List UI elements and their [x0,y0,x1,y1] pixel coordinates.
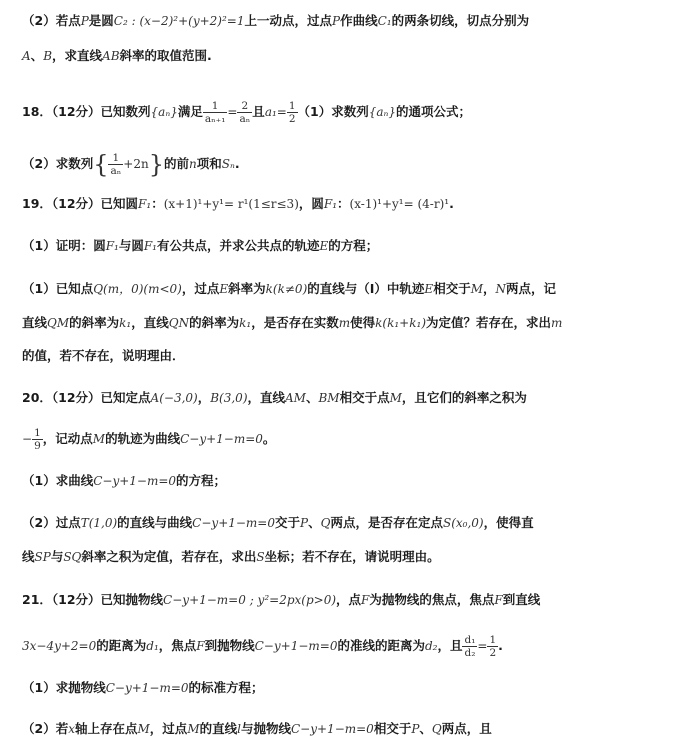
text-run: （1）求数列 [297,104,369,119]
text-line [22,196,454,212]
text-line [22,680,264,696]
text-run: 斜率之积为定值，若存在，求出 [81,549,257,564]
text-line [22,13,529,29]
math-expression: F₁ [105,239,119,253]
text-run: 的斜率为 [189,315,240,330]
math-expression: M [137,722,150,736]
math-expression: m [338,316,351,330]
math-expression: (x+1)¹+y¹= r¹(1≤r≤3) [163,197,299,211]
math-expression: S(x₀,0) [442,516,484,530]
math-expression: F [361,593,370,607]
text-run: 有公共点，并求公共点的轨迹 [157,238,320,253]
fraction-denominator: aₙ₊₁ [204,113,226,125]
text-line [22,152,240,177]
text-run: （2）若 [22,721,69,736]
fraction-numerator: 2 [237,100,252,113]
fraction-numerator: 1 [108,152,123,165]
text-run: （1）求曲线 [22,473,94,488]
text-run: ： [337,196,350,211]
math-expression: {aₙ} [150,105,178,119]
text-run: 与圆 [118,238,144,253]
math-expression: d₁ [146,639,159,653]
text-run: ，记动点 [42,431,93,446]
fraction-denominator: d₂ [464,647,476,659]
text-run: 的前 [164,156,190,171]
text-line [22,473,226,489]
fraction [487,634,498,659]
text-run: ，是否存在实数 [251,315,339,330]
text-run: ，直线 [131,315,169,330]
math-expression: F₁ [138,197,152,211]
text-run: . [498,638,503,653]
math-expression: +2n [123,157,149,171]
text-run: 作曲线 [340,13,378,28]
text-run: 、 [305,390,319,405]
text-run: 的直线与曲线 [117,515,193,530]
text-line [22,427,275,452]
text-run: 的斜率为 [69,315,120,330]
text-run: 直线 [22,315,48,330]
fraction-numerator: 1 [203,100,228,113]
text-line [22,634,503,659]
text-line [22,238,378,254]
text-run: 的两条切线，切点分别为 [391,13,530,28]
math-expression: S [256,550,265,564]
text-run: 的准线的距离为 [337,638,425,653]
text-line [22,592,540,608]
text-run: 、 [308,515,321,530]
fraction [32,427,43,452]
text-run: ： [151,196,164,211]
text-run: ， [483,281,496,296]
text-run: ，且它们的斜率之积为 [401,390,527,405]
text-run: 使得 [350,315,376,330]
math-expression: l [237,722,241,736]
text-run: 线 [22,549,35,564]
math-expression: F [494,593,503,607]
text-run: 交于 [275,515,301,530]
text-run: 。 [262,431,276,446]
fraction [203,100,228,125]
math-expression: P [300,516,309,530]
text-run: ，焦点 [158,638,197,653]
text-line [22,48,212,64]
text-run: 到直线 [502,592,541,607]
text-run: 两点，记 [506,281,557,296]
text-run: 21．（12分）已知抛物线 [22,592,164,607]
text-run: 斜率为 [228,281,266,296]
math-expression: F [196,639,205,653]
math-expression: x [68,722,75,736]
math-expression: Q [320,516,331,530]
math-expression: m [551,316,563,330]
math-expression: C−y+1−m=0 ; y²=2px(p>0) [163,593,337,607]
text-run: 的直线与（Ⅰ）中轨迹 [307,281,425,296]
fraction [287,100,298,125]
fraction [237,100,252,125]
text-line [22,721,492,737]
text-line [22,549,440,565]
text-run: 为抛物线的焦点，焦点 [369,592,495,607]
math-expression: E [319,239,329,253]
brace-symbol: } [148,150,164,179]
math-expression: T(1,0) [80,516,118,530]
text-run: 与 [50,549,64,564]
fraction-numerator: 1 [34,427,41,439]
text-run: 的值，若不存在，说明理由． [22,348,185,363]
math-expression: E [424,282,434,296]
math-expression: C₂ : (x−2)²+(y+2)²=1 [113,14,245,28]
text-run: 20．（12分）已知定点 [22,390,151,405]
text-run: 两点，是否存在定点 [330,515,443,530]
fraction-denominator: 2 [489,647,497,659]
text-run: 的轨迹为曲线 [105,431,181,446]
text-run: （1）求抛物线 [22,680,106,695]
text-run: 项和 [196,156,222,171]
math-expression: C−y+1−m=0 [93,474,177,488]
math-expression: Q(m，0)(m<0) [93,282,182,296]
math-expression: a₁= [264,105,287,119]
text-line [22,281,556,297]
text-run: 的方程； [176,473,227,488]
text-run: 的距离为 [96,638,147,653]
math-expression: P [411,722,420,736]
text-run: 的直线 [199,721,238,736]
text-run: （1）已知点 [22,281,94,296]
math-expression: C−y+1−m=0 [105,681,189,695]
text-line [22,515,534,531]
text-run: 为定值？若存在，求出 [426,315,552,330]
text-run: 轴上存在点 [74,721,138,736]
text-run: ，求直线 [52,48,103,63]
fraction-denominator: aₙ [110,165,122,177]
math-expression: BM [318,391,340,405]
text-run: ，圆 [298,196,324,211]
text-run: ，使得直 [483,515,534,530]
text-line [22,100,471,125]
text-run: 坐标；若不存在，请说明理由。 [264,549,440,564]
math-expression: = [227,105,238,119]
math-expression: k(k₁+k₁) [375,316,426,330]
text-run: 18．（12分）已知数列 [22,104,151,119]
math-expression: Sₙ [221,157,235,171]
text-run: （1）证明：圆 [22,238,106,253]
text-run: 19．（12分）已知圆 [22,196,139,211]
math-expression: P [332,14,341,28]
math-expression: C₁ [377,14,392,28]
math-expression: B(3,0) [210,391,248,405]
math-expression: {aₙ} [368,105,397,119]
math-expression: M [389,391,402,405]
fraction-numerator: 1 [288,100,296,112]
math-expression: SP [34,550,51,564]
math-expression: M [92,432,106,446]
text-run: （2）过点 [22,515,81,530]
text-run: 、 [419,721,432,736]
text-run: . [234,156,240,171]
math-expression: A [22,49,31,63]
math-expression: M [470,282,483,296]
fraction-numerator: 1 [489,634,497,646]
math-expression: d₂ [424,639,438,653]
math-expression: M [187,722,200,736]
math-expression: QN [168,316,190,330]
text-run: ， [197,390,211,405]
math-expression: n [189,157,197,171]
math-expression: A(−3,0) [150,391,198,405]
math-expression: 3x−4y+2=0 [22,639,97,653]
text-run: 相交于点 [339,390,390,405]
text-run: 相交于 [373,721,412,736]
fraction [108,152,123,177]
text-run: 上一动点，过点 [244,13,332,28]
math-expression: AB [102,49,120,63]
text-line [22,348,185,364]
math-expression: C−y+1−m=0 [290,722,374,736]
math-expression: QM [47,316,70,330]
math-expression: F₁ [323,197,338,211]
text-run: 斜率的取值范围. [119,48,212,63]
fraction [462,634,477,659]
fraction-denominator: aₙ [239,113,251,125]
math-expression: Q [431,722,442,736]
math-expression: k₁ [119,316,132,330]
text-run: （2）若点 [22,13,81,28]
text-run: 满足 [177,104,203,119]
text-run: 与抛物线 [240,721,291,736]
text-run: ，直线 [247,390,286,405]
text-run: 、 [30,48,44,63]
math-expression: = [477,639,488,653]
math-expression: k(k≠0) [265,282,308,296]
text-run: 的通项公式； [396,104,472,119]
math-expression: (x-1)¹+y¹= (4-r)¹ [349,197,450,211]
text-run: ，点 [336,592,362,607]
text-run: ，且 [437,638,463,653]
math-expression: P [80,14,89,28]
math-expression: AM [285,391,306,405]
math-expression: k₁ [239,316,252,330]
text-run: 的方程； [328,238,379,253]
math-expression: C−y+1−m=0 [180,432,263,446]
text-line [22,315,562,331]
text-line [22,390,527,406]
text-run: . [449,196,454,211]
fraction-denominator: 9 [34,440,41,452]
math-expression: − [22,432,33,446]
math-expression: SQ [63,550,82,564]
text-run: ，过点 [181,281,220,296]
math-expression: C−y+1−m=0 [254,639,338,653]
fraction-denominator: 2 [288,113,296,125]
text-run: 两点，且 [441,721,492,736]
text-run: ，过点 [149,721,188,736]
math-expression: F₁ [143,239,157,253]
math-expression: B [43,49,53,63]
math-expression: E [219,282,229,296]
text-run: 相交于 [433,281,471,296]
text-run: 到抛物线 [204,638,255,653]
math-expression: C−y+1−m=0 [192,516,275,530]
fraction-numerator: d₁ [464,634,476,646]
text-run: （2）求数列 [22,156,94,171]
text-run: 的标准方程； [188,680,264,695]
text-run: 是圆 [88,13,114,28]
text-run: 且 [252,104,265,119]
math-expression: N [495,282,507,296]
brace-symbol: { [93,150,109,179]
